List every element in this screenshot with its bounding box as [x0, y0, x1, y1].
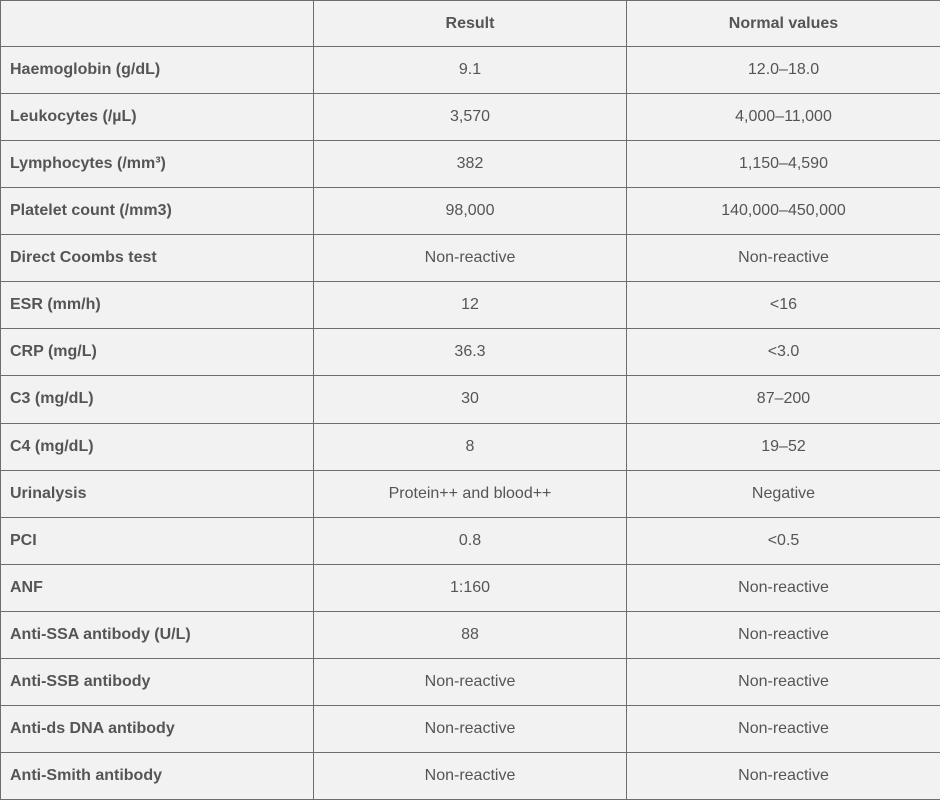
- row-result: 0.8: [314, 517, 627, 564]
- row-parameter: Anti-SSA antibody (U/L): [1, 611, 314, 658]
- row-parameter: ANF: [1, 564, 314, 611]
- row-parameter: Direct Coombs test: [1, 235, 314, 282]
- row-normal-value: Non-reactive: [627, 658, 940, 705]
- row-result: Non-reactive: [314, 752, 627, 799]
- table-row: [1, 517, 940, 564]
- row-normal-value: Non-reactive: [627, 564, 940, 611]
- row-parameter: ESR (mm/h): [1, 282, 314, 329]
- row-normal-value: Non-reactive: [627, 611, 940, 658]
- header-normal-values: Normal values: [627, 1, 940, 47]
- row-normal-value: 19–52: [627, 423, 940, 470]
- row-result: 98,000: [314, 188, 627, 235]
- row-result: 8: [314, 423, 627, 470]
- row-result: 36.3: [314, 329, 627, 376]
- row-normal-value: Non-reactive: [627, 752, 940, 799]
- header-parameter: [1, 1, 314, 47]
- table-row: [1, 329, 940, 376]
- row-result: 1:160: [314, 564, 627, 611]
- header-result: Result: [314, 1, 627, 47]
- row-result: 88: [314, 611, 627, 658]
- row-parameter: C3 (mg/dL): [1, 376, 314, 423]
- header-row: [1, 1, 940, 47]
- table-row: [1, 235, 940, 282]
- table-row: [1, 752, 940, 799]
- row-parameter: Anti-Smith antibody: [1, 752, 314, 799]
- table-row: [1, 47, 940, 94]
- row-result: Protein++ and blood++: [314, 470, 627, 517]
- row-normal-value: 1,150–4,590: [627, 141, 940, 188]
- table-row: [1, 564, 940, 611]
- table-row: [1, 611, 940, 658]
- table-row: [1, 658, 940, 705]
- table-body: [1, 47, 940, 800]
- table-row: [1, 376, 940, 423]
- table-row: [1, 282, 940, 329]
- row-parameter: Urinalysis: [1, 470, 314, 517]
- row-result: 3,570: [314, 94, 627, 141]
- row-normal-value: Negative: [627, 470, 940, 517]
- row-normal-value: 140,000–450,000: [627, 188, 940, 235]
- row-normal-value: <3.0: [627, 329, 940, 376]
- table-row: [1, 141, 940, 188]
- row-normal-value: <16: [627, 282, 940, 329]
- row-parameter: CRP (mg/L): [1, 329, 314, 376]
- row-result: 9.1: [314, 47, 627, 94]
- row-result: Non-reactive: [314, 235, 627, 282]
- row-parameter: Haemoglobin (g/dL): [1, 47, 314, 94]
- row-parameter: C4 (mg/dL): [1, 423, 314, 470]
- row-normal-value: <0.5: [627, 517, 940, 564]
- row-normal-value: 4,000–11,000: [627, 94, 940, 141]
- row-result: Non-reactive: [314, 658, 627, 705]
- row-normal-value: 87–200: [627, 376, 940, 423]
- row-parameter: Leukocytes (/µL): [1, 94, 314, 141]
- row-normal-value: 12.0–18.0: [627, 47, 940, 94]
- row-normal-value: Non-reactive: [627, 705, 940, 752]
- row-parameter: PCI: [1, 517, 314, 564]
- table-row: [1, 94, 940, 141]
- row-result: 12: [314, 282, 627, 329]
- row-result: Non-reactive: [314, 705, 627, 752]
- table-header: [1, 1, 940, 47]
- row-result: 382: [314, 141, 627, 188]
- row-parameter: Platelet count (/mm3): [1, 188, 314, 235]
- table-row: [1, 705, 940, 752]
- row-parameter: Lymphocytes (/mm³): [1, 141, 314, 188]
- row-parameter: Anti-ds DNA antibody: [1, 705, 314, 752]
- row-result: 30: [314, 376, 627, 423]
- table-row: [1, 188, 940, 235]
- table-row: [1, 470, 940, 517]
- row-parameter: Anti-SSB antibody: [1, 658, 314, 705]
- table-row: [1, 423, 940, 470]
- row-normal-value: Non-reactive: [627, 235, 940, 282]
